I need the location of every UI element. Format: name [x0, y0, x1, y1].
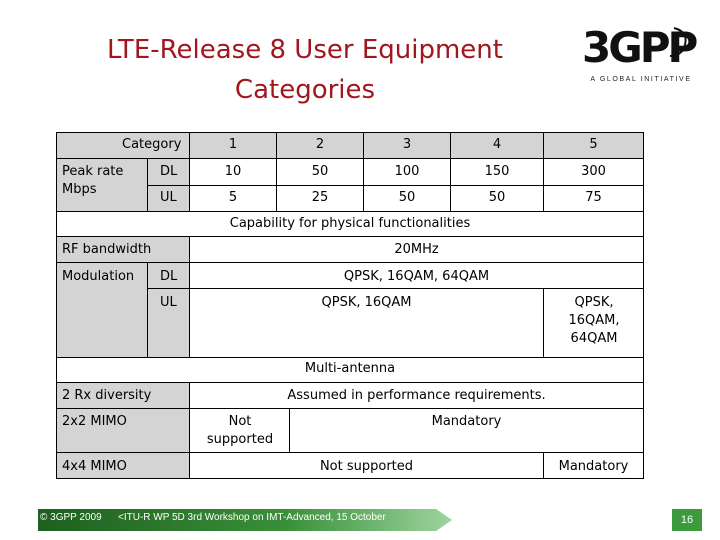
cat5-label: 5: [589, 137, 598, 152]
peak-rate-label: Peak rate Mbps: [62, 164, 124, 197]
page-number: 16: [672, 509, 702, 531]
cat2-label: 2: [315, 137, 325, 152]
dl-cat4-value: 150: [484, 164, 510, 179]
slide-title-line2: Categories: [234, 75, 376, 105]
cat3-label: 3: [402, 137, 412, 152]
footer-copyright: © 3GPP 2009: [40, 512, 102, 523]
rf-bandwidth-label: RF bandwidth: [62, 242, 152, 257]
mimo4-cat5-value: Mandatory: [558, 459, 629, 474]
rx-diversity-value: Assumed in performance requirements.: [287, 388, 546, 403]
mimo2-label: 2x2 MIMO: [62, 414, 127, 429]
ul-cat1-value: 5: [228, 190, 238, 205]
peak-ul-label: UL: [160, 190, 177, 205]
mod-dl-value: QPSK, 16QAM, 64QAM: [343, 269, 490, 284]
mimo2-other-value: Mandatory: [431, 414, 502, 429]
ul-cat3-value: 50: [398, 190, 416, 205]
logo-wordmark: 3GPP: [582, 23, 696, 72]
multi-antenna-header: Multi-antenna: [304, 361, 396, 376]
modulation-label: Modulation: [62, 269, 135, 284]
dl-cat2-value: 50: [311, 164, 329, 179]
ul-cat4-value: 50: [488, 190, 506, 205]
mod-dl-label: DL: [160, 269, 178, 284]
mimo2-cat1-value: Not supported: [206, 414, 274, 447]
slide-title: [60, 30, 550, 110]
logo-tagline: A GLOBAL INITIATIVE: [590, 76, 692, 83]
dl-cat5-value: 300: [581, 164, 606, 179]
footer-event: <ITU-R WP 5D 3rd Workshop on IMT-Advanced, 15 October: [118, 512, 386, 523]
slide-title-line1: LTE-Release 8 User Equipment: [107, 35, 503, 65]
cat4-label: 4: [492, 137, 502, 152]
category-label: Category: [122, 137, 182, 152]
mimo4-label: 4x4 MIMO: [62, 459, 127, 474]
mimo4-cat1-4-value: Not supported: [319, 459, 414, 474]
ul-cat2-value: 25: [311, 190, 329, 205]
rf-bandwidth-value: 20MHz: [394, 242, 439, 257]
capability-header: Capability for physical functionalities: [229, 216, 471, 231]
mod-ul-label: UL: [160, 295, 177, 310]
dl-cat1-value: 10: [224, 164, 242, 179]
ul-cat5-value: 75: [585, 190, 602, 205]
dl-cat3-value: 100: [394, 164, 420, 179]
mod-ul-value-1-4: QPSK, 16QAM: [321, 295, 412, 310]
rx-diversity-label: 2 Rx diversity: [62, 388, 152, 403]
cat1-label: 1: [228, 137, 238, 152]
mod-ul-value-5: QPSK, 16QAM, 64QAM: [568, 295, 620, 346]
peak-dl-label: DL: [160, 164, 178, 179]
